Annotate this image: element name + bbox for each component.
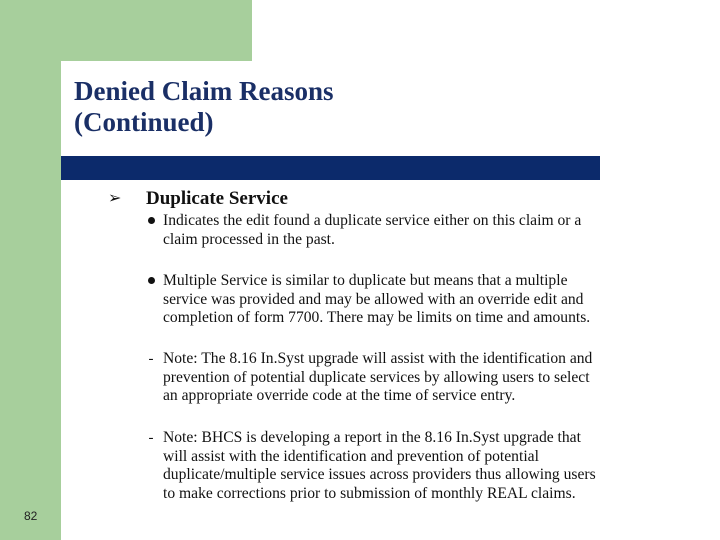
- bullet-dot-icon: [143, 212, 159, 231]
- list-item-line: Multiple Service is similar to duplicate but means that a multiple: [163, 272, 568, 289]
- list-item-line: prevention of potential duplicate services by allowing users to select: [163, 368, 590, 386]
- bullet-dot-icon: [143, 272, 159, 291]
- list-item-line: an appropriate override code at the time of service entry.: [163, 387, 516, 405]
- list-item-line: service was provided and may be allowed with an override edit and: [163, 290, 584, 308]
- list-item-line: Note: BHCS is developing a report in the 8.16 In.Syst upgrade that: [163, 429, 581, 446]
- list-item-text: [163, 350, 663, 406]
- list-item-line: duplicate/multiple service issues across providers thus allowing users: [163, 466, 596, 484]
- dash-bullet-icon: -: [148, 351, 154, 367]
- slide-title: [74, 76, 334, 138]
- page-number: 82: [24, 509, 38, 523]
- title-rule-bar: [61, 156, 600, 180]
- section-heading: Duplicate Service: [146, 188, 288, 209]
- arrowhead-bullet-icon: ➢: [108, 188, 122, 207]
- dash-bullet-icon: -: [148, 430, 154, 446]
- list-item-line: will assist with the identification and prevention of potential: [163, 447, 539, 465]
- list-item-line: completion of form 7700. There may be limits on time and amounts.: [163, 309, 591, 327]
- decorative-green-strip: [0, 0, 61, 540]
- slide-title-line-2: (Continued): [74, 107, 214, 137]
- list-item-text: [163, 272, 663, 328]
- slide-title-line-1: Denied Claim Reasons: [74, 76, 334, 106]
- list-item-text: [163, 429, 663, 503]
- list-item-text: [163, 212, 663, 249]
- list-item-line: claim processed in the past.: [163, 230, 335, 248]
- list-item-line: to make corrections prior to submission of monthly REAL claims.: [163, 484, 576, 502]
- list-item-line: Indicates the edit found a duplicate service either on this claim or a: [163, 212, 582, 229]
- list-item-line: Note: The 8.16 In.Syst upgrade will assist with the identification and: [163, 350, 593, 367]
